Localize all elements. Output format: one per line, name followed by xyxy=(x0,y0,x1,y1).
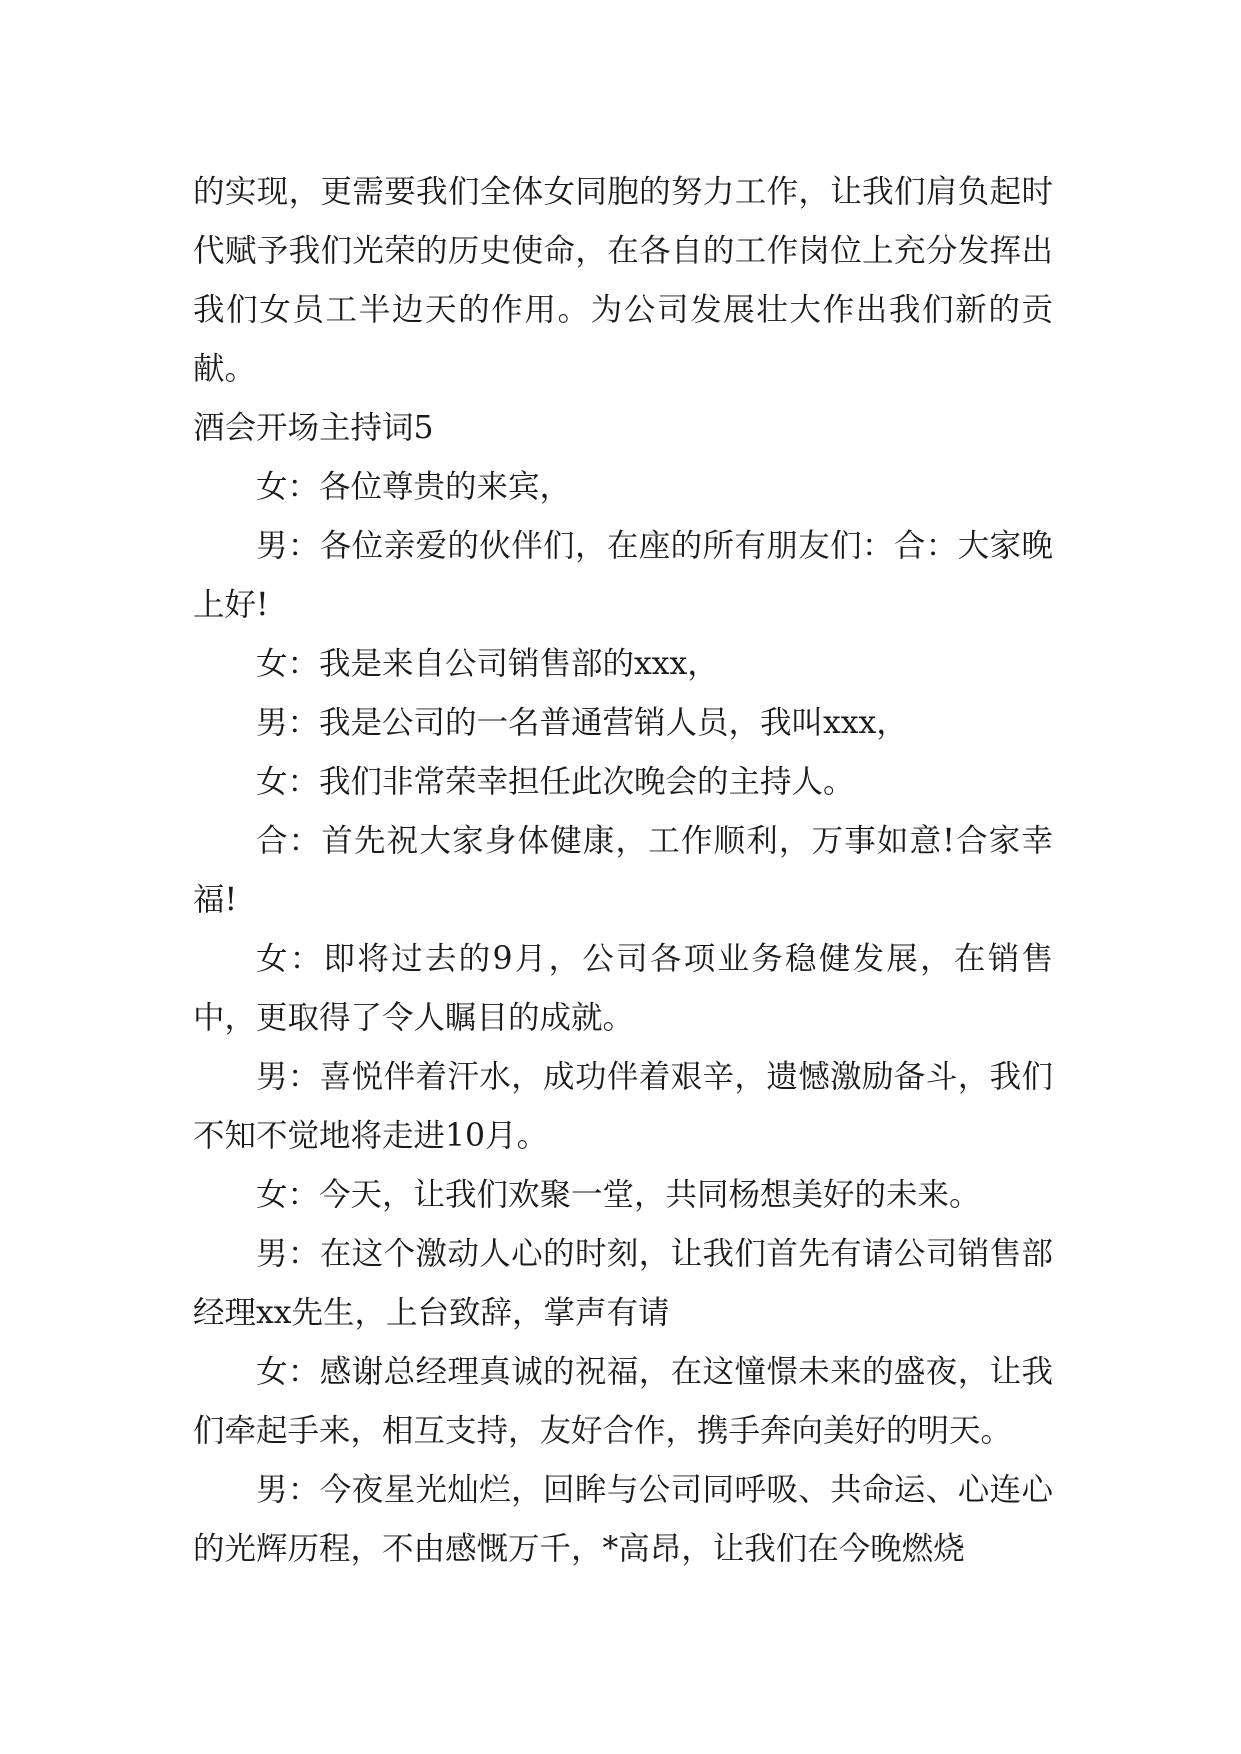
dialogue-paragraph: 女：感谢总经理真诚的祝福，在这憧憬未来的盛夜，让我们牵起手来，相互支持，友好合作，携手奔向美好的明天。 xyxy=(193,1354,1053,1449)
dialogue-paragraph: 女：今天，让我们欢聚一堂，共同杨想美好的未来。 xyxy=(256,1177,981,1213)
dialogue-paragraph: 男：今夜星光灿烂，回眸与公司同呼吸、共命运、心连心的光辉历程，不由感慨万千，*高昂，让我们在今晚燃烧 xyxy=(193,1472,1053,1567)
dialogue-paragraph: 男：各位亲爱的伙伴们，在座的所有朋友们：合：大家晚上好! xyxy=(193,528,1053,623)
dialogue-paragraph: 男：喜悦伴着汗水，成功伴着艰辛，遗憾激励备斗，我们不知不觉地将走进10月。 xyxy=(193,1059,1053,1154)
dialogue-paragraph: 女：我是来自公司销售部的xxx， xyxy=(256,646,719,682)
dialogue-paragraph: 女：各位尊贵的来宾， xyxy=(256,469,572,505)
dialogue-paragraph: 女：我们非常荣幸担任此次晚会的主持人。 xyxy=(256,764,855,800)
continued-paragraph: 的实现，更需要我们全体女同胞的努力工作，让我们肩负起时代赋予我们光荣的历史使命，在各自的工作岗位上充分发挥出我们女员工半边天的作用。为公司发展壮大作出我们新的贡献。 xyxy=(193,174,1053,387)
dialogue-paragraph: 女：即将过去的9月，公司各项业务稳健发展，在销售中，更取得了令人瞩目的成就。 xyxy=(193,941,1053,1036)
document-body xyxy=(193,163,1053,1579)
dialogue-paragraph: 男：在这个激动人心的时刻，让我们首先有请公司销售部经理xx先生，上台致辞，掌声有请 xyxy=(193,1236,1053,1331)
section-title: 酒会开场主持词5 xyxy=(193,410,434,446)
dialogue-paragraph: 男：我是公司的一名普通营销人员，我叫xxx， xyxy=(256,705,908,741)
dialogue-paragraph: 合：首先祝大家身体健康，工作顺利，万事如意!合家幸福! xyxy=(193,823,1053,918)
